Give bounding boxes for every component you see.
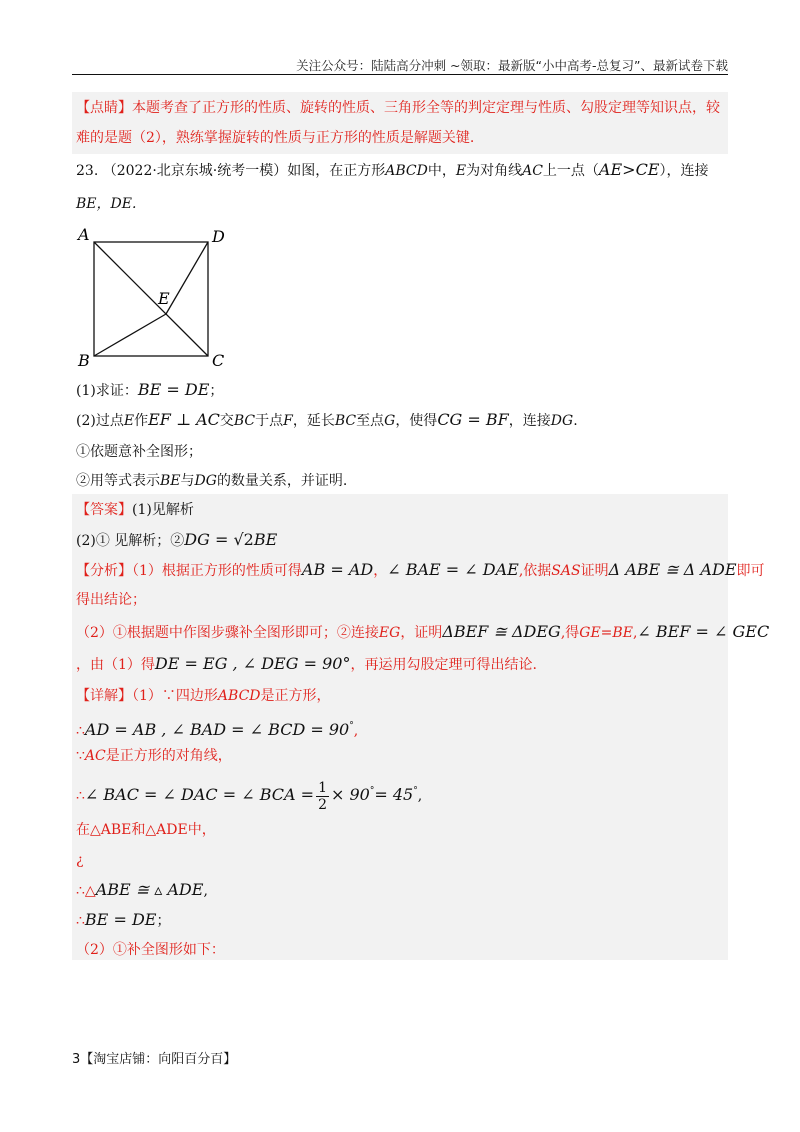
detail-line-9: （2）①补全图形如下： [76, 942, 225, 958]
detail-math: ABE ≅ ▵ ADE [95, 880, 204, 899]
detail-math: BE = DE [84, 910, 157, 929]
answer-text: (1)见解析 [132, 502, 194, 518]
analysis-text: 证明 [580, 563, 609, 579]
question-1 [76, 380, 223, 401]
analysis-text: （2）①根据题中作图步骤补全图形即可；②连接 [76, 625, 379, 641]
degree-sign: ° [349, 721, 354, 731]
detail-line-5: 在△ABE和△ADE中， [76, 822, 216, 838]
question-text: 作 [134, 413, 149, 429]
detail-text: ∴ [76, 723, 85, 739]
comment-text-1: 本题考查了正方形的性质、旋转的性质、三角形全等的判定定理与性质、勾股定理等知识点，较 [132, 100, 720, 116]
analysis-text: （1）根据正方形的性质可得 [132, 563, 302, 579]
answer-line-2 [76, 530, 277, 551]
detail-text: AC [84, 748, 106, 764]
problem-text: 上一点（ [542, 163, 599, 179]
label-e: E [158, 289, 170, 308]
question-text: 于点 [255, 413, 284, 429]
question-2-sub-2 [76, 471, 347, 491]
analysis-text: , [632, 625, 638, 641]
detail-text: , [353, 723, 359, 739]
detail-line-2 [76, 716, 358, 741]
question-2-sub-1: ①依题意补全图形； [76, 444, 202, 460]
square-figure [72, 226, 252, 376]
analysis-math: ΔBEF ≅ ΔDEG [442, 622, 561, 641]
detail-text: ∴ [76, 788, 85, 804]
point: F [283, 413, 293, 429]
segment: DG [194, 473, 217, 489]
question-text: 交 [219, 413, 234, 429]
analysis-text: GE=BE [579, 625, 633, 641]
problem-text: BE，DE. [76, 196, 137, 212]
degree-sign: ° [413, 786, 418, 796]
segment: BC [233, 413, 256, 429]
analysis-line-3 [76, 622, 769, 643]
question-text: ，延长 [292, 413, 335, 429]
question-text: 的数量关系，并证明. [216, 473, 348, 489]
detail-line-7 [76, 880, 208, 901]
answer-math: BE [253, 530, 278, 549]
segment-de [166, 242, 208, 314]
analysis-text: ，再运用勾股定理可得出结论. [350, 657, 537, 673]
question-math: EF ⊥ AC [148, 410, 220, 429]
comment-line-1 [76, 98, 720, 118]
detail-math: × 90 [331, 785, 370, 804]
detail-text: ∵ [76, 748, 85, 764]
detail-text: , [203, 883, 208, 899]
point: G [384, 413, 396, 429]
question-text: 至点 [356, 413, 385, 429]
analysis-text: ,得 [560, 625, 580, 641]
question-text: ，连接 [508, 413, 551, 429]
answer-text: (2)① 见解析；② [76, 533, 185, 549]
analysis-math: DE = EG , ∠ DEG = 90° [154, 654, 351, 673]
detail-text: ； [156, 913, 171, 929]
detail-line-1 [76, 686, 331, 706]
fraction-numerator: 1 [318, 779, 327, 796]
analysis-line-2: 得出结论； [76, 592, 146, 608]
question-2 [76, 410, 578, 431]
detail-text: ∴ [76, 913, 85, 929]
label-a: A [78, 226, 90, 244]
analysis-text: ，证明 [400, 625, 443, 641]
problem-text: 中， [427, 163, 456, 179]
condition-math: AE>CE [598, 160, 660, 179]
problem-number: 23. [76, 163, 99, 179]
detail-line-3 [76, 746, 232, 766]
page-footer: 3【淘宝店铺：向阳百分百】 [72, 1052, 237, 1067]
detail-math: = 45 [374, 785, 414, 804]
problem-text: ），连接 [659, 163, 709, 179]
analysis-line-4 [76, 654, 537, 675]
question-text: . [573, 413, 578, 429]
question-text: ②用等式表示 [76, 473, 160, 489]
segment-be [94, 314, 166, 356]
question-text: 与 [180, 473, 195, 489]
answer-math: DG = [184, 530, 234, 549]
label-c: C [212, 351, 225, 370]
analysis-text: ，由（1）得 [76, 657, 155, 673]
detail-text: 是正方形， [260, 688, 331, 704]
header-rule [72, 74, 728, 75]
segment: BE [160, 473, 181, 489]
detail-text: , [417, 788, 423, 804]
fraction-denominator: 2 [318, 796, 327, 813]
analysis-math: ∠ BEF = ∠ GEC [637, 622, 770, 641]
problem-source: （2022·北京东城·统考一模） [102, 163, 288, 179]
analysis-text: EG [378, 625, 401, 641]
point: E [123, 413, 135, 429]
analysis-text: 即可 [736, 563, 765, 579]
answer-tag: 【答案】 [76, 502, 132, 518]
segment: DG [550, 413, 574, 429]
detail-math: AD = AB , ∠ BAD = ∠ BCD = 90 [84, 720, 350, 739]
analysis-text: SAS [551, 563, 581, 579]
analysis-tag: 【分析】 [76, 563, 132, 579]
answer-line-1 [76, 500, 194, 520]
analysis-math: AB = AD [301, 560, 374, 579]
detail-tag: 【详解】 [76, 688, 132, 704]
analysis-math: Δ ABE ≅ Δ ADE [608, 560, 737, 579]
analysis-math: ∠ BAE = ∠ DAE [387, 560, 519, 579]
detail-line-4 [76, 774, 422, 813]
segment: BC [334, 413, 357, 429]
question-text: ，使得 [395, 413, 438, 429]
point-e: E [455, 163, 467, 179]
analysis-line-1 [76, 560, 765, 581]
comment-line-2 [76, 128, 474, 148]
comment-text-2: 难的是题（2），熟练掌握旋转的性质与正方形的性质是解题关键. [76, 130, 475, 146]
question-math: BE = DE [137, 380, 210, 399]
question-text: ； [209, 383, 224, 399]
detail-text: （1）∵四边形 [132, 688, 218, 704]
degree-sign: ° [369, 786, 375, 796]
diagonal-ac-line [94, 242, 208, 356]
label-d: D [212, 227, 225, 246]
sqrt-two: √2 [233, 530, 254, 549]
square-name: ABCD [385, 163, 428, 179]
label-b: B [78, 351, 90, 370]
problem-line-2 [76, 194, 136, 214]
problem-line-1 [76, 160, 708, 181]
problem-text: 为对角线 [466, 163, 523, 179]
detail-text: 是正方形的对角线， [105, 748, 232, 764]
detail-line-8 [76, 910, 170, 931]
question-math: CG = BF [437, 410, 509, 429]
detail-text: ∴△ [76, 883, 96, 899]
fraction-half [316, 780, 329, 813]
page-header: 关注公众号：陆陆高分冲刺 ~领取：最新版“小中高考-总复习”、最新试卷下载 [296, 58, 728, 73]
detail-line-6: ¿ [76, 852, 84, 868]
question-text: (1)求证： [76, 383, 138, 399]
diagonal-ac: AC [522, 163, 543, 179]
comment-tag: 【点睛】 [76, 100, 132, 116]
question-text: (2)过点 [76, 413, 124, 429]
analysis-text: ,依据 [518, 563, 552, 579]
problem-text: 如图，在正方形 [287, 163, 386, 179]
detail-text: ABCD [217, 688, 261, 704]
detail-math: ∠ BAC = ∠ DAC = ∠ BCA = [84, 785, 315, 804]
analysis-text: ， [373, 563, 388, 579]
